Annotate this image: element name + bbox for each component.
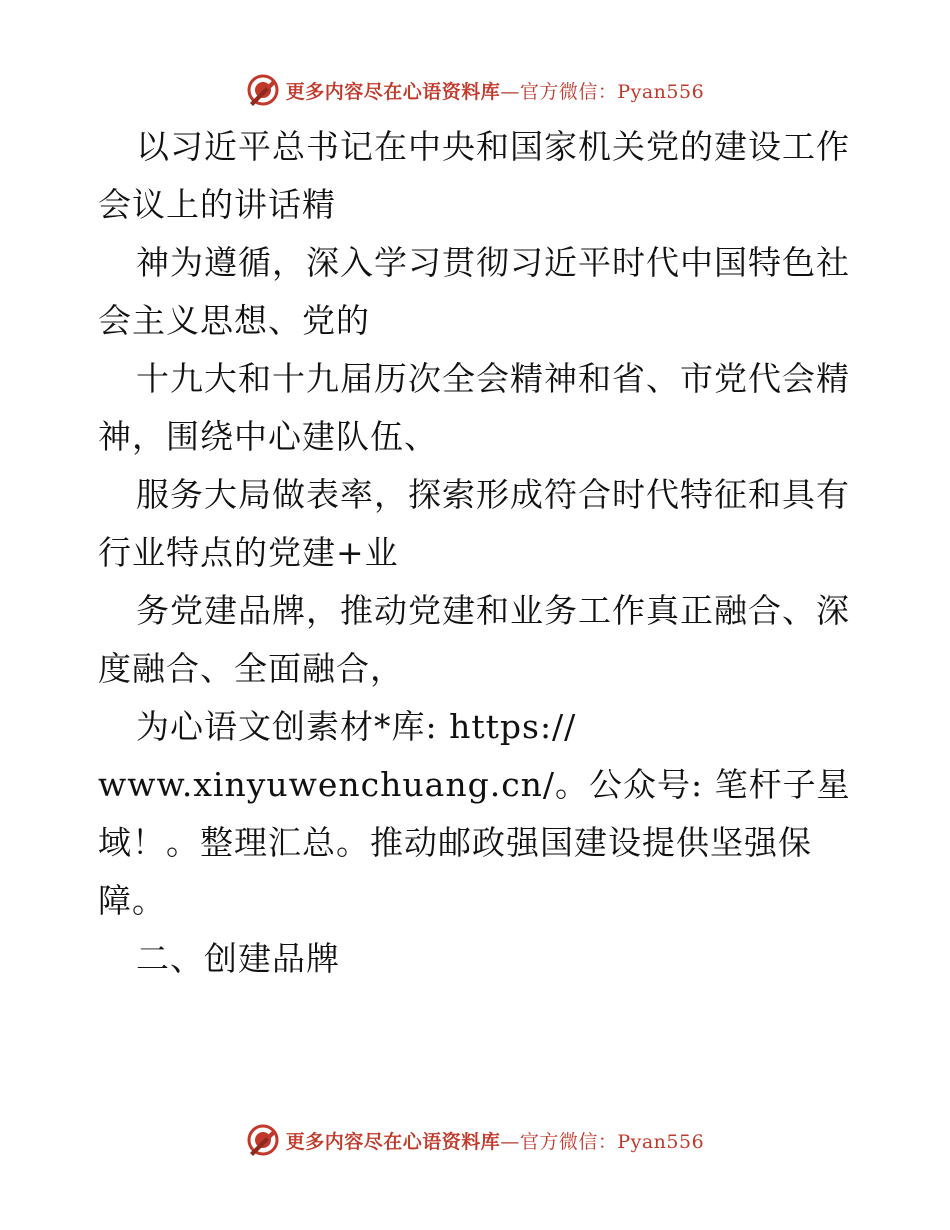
banner-wechat-id: Pyan556 bbox=[617, 80, 705, 103]
paragraph-line-1: 以习近平总书记在中央和国家机关党的建设工作 bbox=[136, 127, 850, 166]
paragraph-line-13: 域！。整理汇总。推动邮政强国建设提供坚强保 bbox=[98, 823, 812, 862]
paragraph-line-4: 会主义思想、党的 bbox=[98, 301, 370, 340]
banner-separator: — bbox=[500, 1130, 520, 1153]
banner-title: 更多内容尽在心语资料库 bbox=[285, 80, 501, 103]
banner-separator: — bbox=[500, 80, 520, 103]
banner-text bbox=[286, 1127, 704, 1154]
section-heading: 二、创建品牌 bbox=[136, 939, 340, 978]
paragraph-line-8: 行业特点的党建+业 bbox=[98, 533, 399, 572]
banner-inner bbox=[246, 1123, 704, 1157]
paragraph-line-11: 为心语文创素材*库: https:// bbox=[136, 707, 577, 746]
document-body bbox=[98, 118, 858, 988]
header-banner bbox=[0, 70, 950, 110]
banner-title: 更多内容尽在心语资料库 bbox=[285, 1130, 501, 1153]
paragraph-line-9: 务党建品牌，推动党建和业务工作真正融合、深 bbox=[136, 591, 850, 630]
footer-banner bbox=[0, 1120, 950, 1160]
pen-circle-logo-icon bbox=[246, 1123, 280, 1157]
paragraph-line-14: 障。 bbox=[98, 881, 166, 920]
paragraph-line-5: 十九大和十九届历次全会精神和省、市党代会精 bbox=[136, 359, 850, 398]
banner-wechat-label: 官方微信： bbox=[519, 80, 618, 103]
paragraph-line-7: 服务大局做表率，探索形成符合时代特征和具有 bbox=[136, 475, 850, 514]
paragraph-line-12: www.xinyuwenchuang.cn/。公众号: 笔杆子星 bbox=[98, 765, 851, 804]
paragraph-line-10: 度融合、全面融合， bbox=[98, 649, 404, 688]
banner-inner bbox=[246, 73, 704, 107]
pen-circle-logo-icon bbox=[246, 73, 280, 107]
paragraph-line-3: 神为遵循，深入学习贯彻习近平时代中国特色社 bbox=[136, 243, 850, 282]
banner-text bbox=[286, 77, 704, 104]
banner-wechat-id: Pyan556 bbox=[617, 1130, 705, 1153]
paragraph-line-6: 神，围绕中心建队伍、 bbox=[98, 417, 438, 456]
banner-wechat-label: 官方微信： bbox=[519, 1130, 618, 1153]
paragraph-line-2: 会议上的讲话精 bbox=[98, 185, 336, 224]
